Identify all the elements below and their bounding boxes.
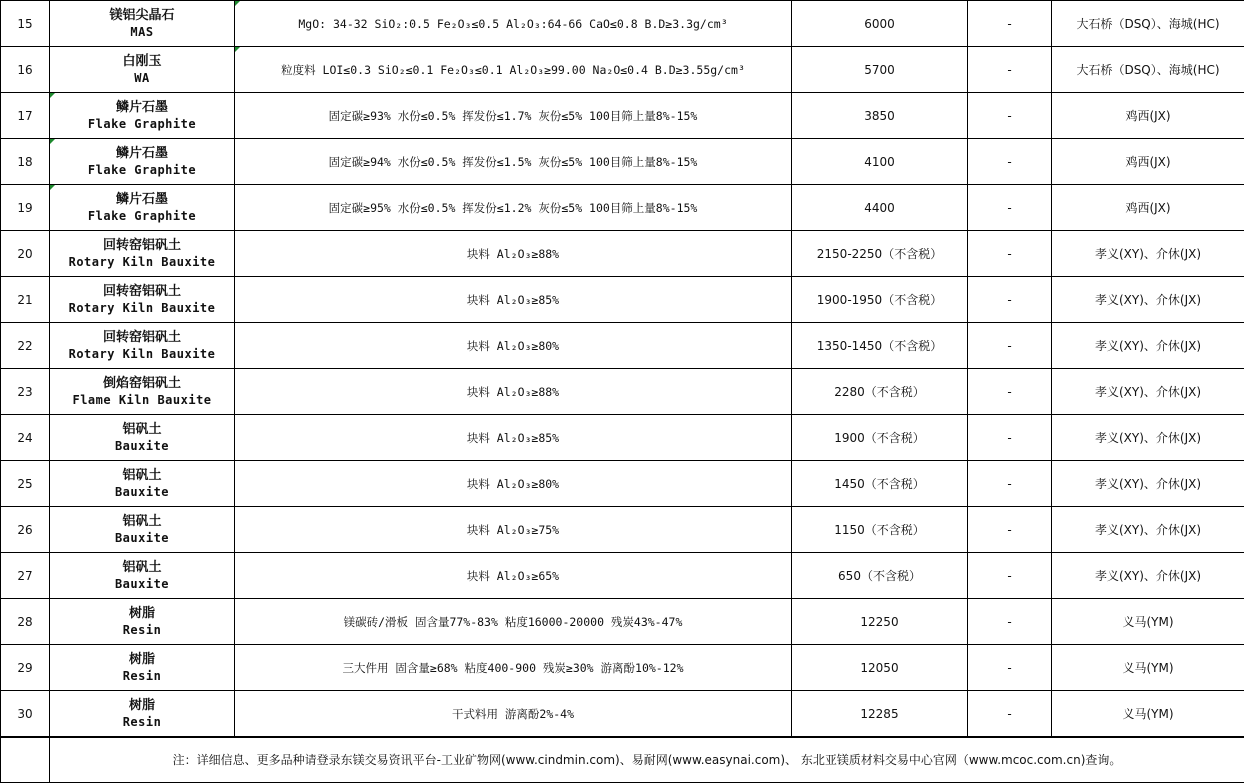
row-number: 18 [1,139,50,185]
spec-text: 三大件用 固含量≥68% 粘度400-900 残炭≥30% 游离酚10%-12% [342,660,684,675]
comment-marker-icon [50,139,55,144]
change-cell: - [968,645,1052,691]
product-name-en: Bauxite [114,484,170,499]
product-name-en: Rotary Kiln Bauxite [68,346,216,361]
price-cell: 12250 [792,599,968,645]
row-number: 16 [1,47,50,93]
row-number: 17 [1,93,50,139]
product-name-en: Bauxite [114,530,170,545]
price-cell: 5700 [792,47,968,93]
product-name-en: WA [134,70,150,85]
price-cell: 650（不含税） [792,553,968,599]
note-table [0,737,1244,783]
change-cell: - [968,1,1052,47]
spec-cell [235,507,792,553]
spec-text: 固定碳≥95% 水份≤0.5% 挥发份≤1.2% 灰份≤5% 100目筛上量8%-15% [328,200,698,215]
table-row [1,599,1244,645]
region-cell: 鸡西(JX) [1052,93,1244,139]
comment-marker-icon [50,93,55,98]
spec-text: 块料 Al₂O₃≥85% [466,430,560,445]
product-name-en: Bauxite [114,576,170,591]
product-name-cn: 鳞片石墨 [115,99,168,115]
spec-cell [235,369,792,415]
row-number: 26 [1,507,50,553]
spec-cell [235,553,792,599]
spec-cell [235,461,792,507]
spec-cell [235,47,792,93]
comment-marker-icon [235,47,240,52]
region-cell: 义马(YM) [1052,599,1244,645]
region-cell: 孝义(XY)、介休(JX) [1052,323,1244,369]
price-cell: 6000 [792,1,968,47]
product-name-cell [50,507,235,553]
spec-text: 块料 Al₂O₃≥85% [466,292,560,307]
product-name-cn: 铝矾土 [122,513,162,529]
product-name-cell [50,277,235,323]
product-name-cn: 鳞片石墨 [115,191,168,207]
product-name-cell [50,461,235,507]
product-name-en: Flake Graphite [87,116,197,131]
product-name-cn: 回转窑铝矾土 [102,283,181,299]
price-cell: 1900-1950（不含税） [792,277,968,323]
change-cell: - [968,553,1052,599]
change-cell: - [968,369,1052,415]
table-row [1,277,1244,323]
table-row [1,691,1244,737]
spec-cell [235,323,792,369]
product-name-cell [50,645,235,691]
price-cell: 2280（不含税） [792,369,968,415]
product-name-cn: 倒焰窑铝矾土 [102,375,181,391]
region-cell: 鸡西(JX) [1052,185,1244,231]
product-name-cell [50,47,235,93]
product-name-cell [50,93,235,139]
spec-cell [235,415,792,461]
change-cell: - [968,185,1052,231]
change-cell: - [968,139,1052,185]
region-cell: 孝义(XY)、介休(JX) [1052,277,1244,323]
change-cell: - [968,47,1052,93]
spec-text: 块料 Al₂O₃≥80% [466,338,560,353]
region-cell: 孝义(XY)、介休(JX) [1052,461,1244,507]
price-cell: 1900（不含税） [792,415,968,461]
region-cell: 孝义(XY)、介休(JX) [1052,369,1244,415]
product-name-cell [50,139,235,185]
table-row [1,507,1244,553]
region-cell: 大石桥（DSQ）、海城(HC) [1052,1,1244,47]
product-name-cell [50,231,235,277]
table-row [1,139,1244,185]
product-name-cell [50,415,235,461]
spec-cell [235,599,792,645]
spec-cell [235,691,792,737]
spec-text: 镁碳砖/滑板 固含量77%-83% 粘度16000-20000 残炭43%-47% [343,614,683,629]
region-cell: 孝义(XY)、介休(JX) [1052,507,1244,553]
spec-cell [235,93,792,139]
product-name-en: Bauxite [114,438,170,453]
price-cell: 1150（不含税） [792,507,968,553]
product-name-cn: 树脂 [128,697,155,713]
spec-cell [235,277,792,323]
price-cell: 2150-2250（不含税） [792,231,968,277]
product-name-cell [50,323,235,369]
change-cell: - [968,323,1052,369]
spec-text: 块料 Al₂O₃≥65% [466,568,560,583]
row-number: 22 [1,323,50,369]
product-name-cell [50,369,235,415]
row-number: 29 [1,645,50,691]
change-cell: - [968,277,1052,323]
region-cell: 大石桥（DSQ）、海城(HC) [1052,47,1244,93]
price-table-body [1,1,1244,737]
product-name-cn: 铝矾土 [122,559,162,575]
product-name-cell [50,553,235,599]
row-number: 21 [1,277,50,323]
row-number: 20 [1,231,50,277]
table-row [1,369,1244,415]
row-number: 15 [1,1,50,47]
comment-marker-icon [50,185,55,190]
row-number: 25 [1,461,50,507]
product-name-cell [50,599,235,645]
change-cell: - [968,231,1052,277]
product-name-en: Rotary Kiln Bauxite [68,300,216,315]
spec-text: 固定碳≥94% 水份≤0.5% 挥发份≤1.5% 灰份≤5% 100目筛上量8%-15% [328,154,698,169]
spec-cell [235,139,792,185]
region-cell: 鸡西(JX) [1052,139,1244,185]
row-number: 27 [1,553,50,599]
table-row [1,323,1244,369]
product-name-en: Flame Kiln Bauxite [72,392,212,407]
table-row [1,47,1244,93]
product-name-en: Flake Graphite [87,162,197,177]
change-cell: - [968,93,1052,139]
product-name-cell [50,691,235,737]
product-name-cn: 回转窑铝矾土 [102,329,181,345]
price-cell: 12285 [792,691,968,737]
spec-text: 固定碳≥93% 水份≤0.5% 挥发份≤1.7% 灰份≤5% 100目筛上量8%-15% [328,108,698,123]
product-name-cell [50,1,235,47]
table-row [1,185,1244,231]
note-row [1,738,1244,783]
product-name-en: MAS [130,24,154,39]
product-name-en: Resin [122,668,162,683]
note-spacer [1,738,50,783]
product-name-cn: 树脂 [128,605,155,621]
product-name-en: Flake Graphite [87,208,197,223]
spec-text: 块料 Al₂O₃≥80% [466,476,560,491]
spec-text: 干式料用 游离酚2%-4% [451,706,575,721]
table-row [1,93,1244,139]
product-name-cn: 铝矾土 [122,467,162,483]
price-cell: 1450（不含税） [792,461,968,507]
row-number: 23 [1,369,50,415]
table-row [1,1,1244,47]
product-name-cn: 铝矾土 [122,421,162,437]
product-name-cn: 树脂 [128,651,155,667]
row-number: 19 [1,185,50,231]
product-name-cn: 回转窑铝矾土 [102,237,181,253]
comment-marker-icon [235,1,240,6]
spec-cell [235,185,792,231]
region-cell: 孝义(XY)、介休(JX) [1052,553,1244,599]
product-name-cn: 鳞片石墨 [115,145,168,161]
row-number: 24 [1,415,50,461]
table-row [1,415,1244,461]
region-cell: 孝义(XY)、介休(JX) [1052,415,1244,461]
price-cell: 1350-1450（不含税） [792,323,968,369]
region-cell: 义马(YM) [1052,691,1244,737]
region-cell: 义马(YM) [1052,645,1244,691]
product-name-en: Resin [122,714,162,729]
spec-text: 粒度料 LOI≤0.3 SiO₂≤0.1 Fe₂O₃≤0.1 Al₂O₃≥99.00 Na₂O≤0.4 B.D≥3.55g/cm³ [281,62,745,77]
table-row [1,461,1244,507]
price-cell: 4100 [792,139,968,185]
table-row [1,553,1244,599]
row-number: 28 [1,599,50,645]
row-number: 30 [1,691,50,737]
spec-text: 块料 Al₂O₃≥75% [466,522,560,537]
table-row [1,231,1244,277]
price-cell: 3850 [792,93,968,139]
spec-text: MgO: 34-32 SiO₂:0.5 Fe₂O₃≤0.5 Al₂O₃:64-66 CaO≤0.8 B.D≥3.3g/cm³ [298,16,728,31]
product-name-cn: 白刚玉 [122,53,162,69]
change-cell: - [968,461,1052,507]
product-name-cell [50,185,235,231]
table-row [1,645,1244,691]
spec-cell [235,645,792,691]
spec-text: 块料 Al₂O₃≥88% [466,384,560,399]
change-cell: - [968,599,1052,645]
product-name-en: Rotary Kiln Bauxite [68,254,216,269]
price-cell: 4400 [792,185,968,231]
footer-note: 注：详细信息、更多品种请登录东镁交易资讯平台-工业矿物网(www.cindmin.com)、易耐网(www.easynai.com)、 东北亚镁质材料交易中心官网（www.mcoc.com.cn)查询。 [50,738,1244,783]
product-name-cn: 镁铝尖晶石 [109,7,175,23]
product-name-en: Resin [122,622,162,637]
change-cell: - [968,507,1052,553]
spec-text: 块料 Al₂O₃≥88% [466,246,560,261]
region-cell: 孝义(XY)、介休(JX) [1052,231,1244,277]
spec-cell [235,231,792,277]
price-cell: 12050 [792,645,968,691]
change-cell: - [968,415,1052,461]
change-cell: - [968,691,1052,737]
spec-cell [235,1,792,47]
